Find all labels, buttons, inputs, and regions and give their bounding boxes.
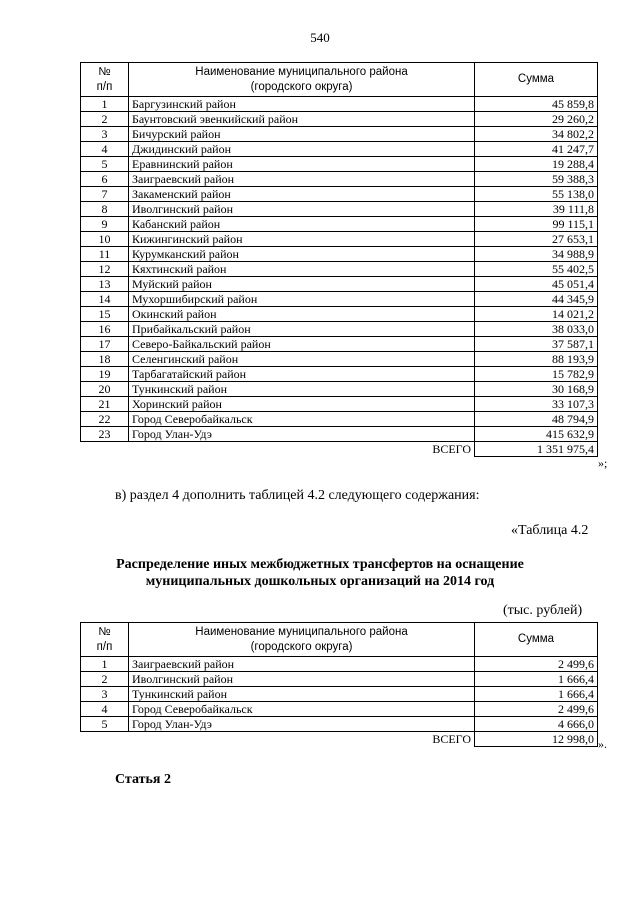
district-name: Закаменский район <box>129 187 475 202</box>
table-row <box>81 187 598 202</box>
table-row <box>81 262 598 277</box>
table-row <box>81 157 598 172</box>
district-name: Иволгинский район <box>129 672 475 687</box>
total-row <box>81 732 598 747</box>
row-sum: 19 288,4 <box>475 157 598 172</box>
row-number: 16 <box>81 322 129 337</box>
section-heading-line1: Распределение иных межбюджетных трансфертов на оснащение <box>116 557 524 572</box>
district-name: Кижингинский район <box>129 232 475 247</box>
row-number: 3 <box>81 687 129 702</box>
table-row <box>81 217 598 232</box>
amendment-paragraph: в) раздел 4 дополнить таблицей 4.2 следующего содержания: <box>115 488 480 503</box>
row-number: 18 <box>81 352 129 367</box>
row-sum: 88 193,9 <box>475 352 598 367</box>
page-number: 540 <box>310 30 330 45</box>
total-row <box>81 442 598 457</box>
district-name: Селенгинский район <box>129 352 475 367</box>
district-name: Тункинский район <box>129 382 475 397</box>
table-row <box>81 717 598 732</box>
table-row <box>81 97 598 112</box>
row-sum: 1 666,4 <box>475 687 598 702</box>
row-number: 14 <box>81 292 129 307</box>
row-number: 5 <box>81 157 129 172</box>
row-number: 2 <box>81 112 129 127</box>
row-number: 13 <box>81 277 129 292</box>
table-row <box>81 657 598 672</box>
district-name: Еравнинский район <box>129 157 475 172</box>
table-row <box>81 202 598 217</box>
total-label: ВСЕГО <box>129 442 475 457</box>
row-sum: 55 402,5 <box>475 262 598 277</box>
row-number: 9 <box>81 217 129 232</box>
transfers-table-preschool <box>80 622 598 747</box>
district-name: Заиграевский район <box>129 657 475 672</box>
col-header-sum: Сумма <box>475 63 598 97</box>
table-row <box>81 172 598 187</box>
row-number: 23 <box>81 427 129 442</box>
table-row <box>81 112 598 127</box>
district-name: Северо-Байкальский район <box>129 337 475 352</box>
row-number: 10 <box>81 232 129 247</box>
row-sum: 14 021,2 <box>475 307 598 322</box>
row-sum: 33 107,3 <box>475 397 598 412</box>
row-sum: 45 051,4 <box>475 277 598 292</box>
district-name: Город Улан-Удэ <box>129 717 475 732</box>
district-name: Бичурский район <box>129 127 475 142</box>
row-number: 7 <box>81 187 129 202</box>
row-number: 21 <box>81 397 129 412</box>
table-row <box>81 352 598 367</box>
row-number: 22 <box>81 412 129 427</box>
table-row <box>81 367 598 382</box>
row-number: 1 <box>81 97 129 112</box>
table-row <box>81 127 598 142</box>
row-sum: 2 499,6 <box>475 657 598 672</box>
row-sum: 59 388,3 <box>475 172 598 187</box>
row-number: 19 <box>81 367 129 382</box>
section-heading-line2: муниципальных дошкольных организаций на 2014 год <box>145 574 495 589</box>
district-name: Курумканский район <box>129 247 475 262</box>
district-name: Город Северобайкальск <box>129 412 475 427</box>
row-sum: 44 345,9 <box>475 292 598 307</box>
row-number: 3 <box>81 127 129 142</box>
row-sum: 45 859,8 <box>475 97 598 112</box>
row-sum: 34 988,9 <box>475 247 598 262</box>
row-number: 4 <box>81 142 129 157</box>
district-name: Муйский район <box>129 277 475 292</box>
row-sum: 4 666,0 <box>475 717 598 732</box>
total-value: 12 998,0 <box>475 732 598 747</box>
district-name: Тарбагатайский район <box>129 367 475 382</box>
blank-cell <box>81 442 129 457</box>
row-sum: 37 587,1 <box>475 337 598 352</box>
table-row <box>81 337 598 352</box>
district-name: Иволгинский район <box>129 202 475 217</box>
table-label: «Таблица 4.2 <box>511 523 589 538</box>
row-number: 5 <box>81 717 129 732</box>
district-name: Баргузинский район <box>129 97 475 112</box>
col-header-name: Наименование муниципального района (городского округа) <box>129 63 475 97</box>
table-row <box>81 142 598 157</box>
table-row <box>81 702 598 717</box>
row-sum: 39 111,8 <box>475 202 598 217</box>
row-number: 12 <box>81 262 129 277</box>
district-name: Окинский район <box>129 307 475 322</box>
table-row <box>81 687 598 702</box>
col-header-number: № п/п <box>81 63 129 97</box>
row-sum: 41 247,7 <box>475 142 598 157</box>
table-row <box>81 672 598 687</box>
table-row <box>81 232 598 247</box>
row-sum: 48 794,9 <box>475 412 598 427</box>
district-name: Джидинский район <box>129 142 475 157</box>
col-header-name: Наименование муниципального района (городского округа) <box>129 623 475 657</box>
district-name: Мухоршибирский район <box>129 292 475 307</box>
table-row <box>81 412 598 427</box>
row-number: 6 <box>81 172 129 187</box>
row-sum: 29 260,2 <box>475 112 598 127</box>
table-row <box>81 382 598 397</box>
row-number: 1 <box>81 657 129 672</box>
row-sum: 34 802,2 <box>475 127 598 142</box>
row-sum: 55 138,0 <box>475 187 598 202</box>
transfers-table-main <box>80 62 598 457</box>
row-number: 4 <box>81 702 129 717</box>
table-row <box>81 277 598 292</box>
article-heading: Статья 2 <box>115 772 171 787</box>
row-number: 17 <box>81 337 129 352</box>
units-label: (тыс. рублей) <box>503 603 583 618</box>
district-name: Прибайкальский район <box>129 322 475 337</box>
district-name: Тункинский район <box>129 687 475 702</box>
row-sum: 38 033,0 <box>475 322 598 337</box>
table-row <box>81 427 598 442</box>
table1-closing-quote: »; <box>598 456 608 470</box>
district-name: Хоринский район <box>129 397 475 412</box>
row-sum: 2 499,6 <box>475 702 598 717</box>
row-number: 2 <box>81 672 129 687</box>
total-label: ВСЕГО <box>129 732 475 747</box>
district-name: Город Северобайкальск <box>129 702 475 717</box>
table2-closing-quote: ». <box>598 737 607 751</box>
blank-cell <box>81 732 129 747</box>
district-name: Баунтовский эвенкийский район <box>129 112 475 127</box>
col-header-sum: Сумма <box>475 623 598 657</box>
district-name: Кабанский район <box>129 217 475 232</box>
row-number: 8 <box>81 202 129 217</box>
district-name: Кяхтинский район <box>129 262 475 277</box>
table-row <box>81 307 598 322</box>
total-value: 1 351 975,4 <box>475 442 598 457</box>
row-number: 15 <box>81 307 129 322</box>
row-sum: 27 653,1 <box>475 232 598 247</box>
district-name: Город Улан-Удэ <box>129 427 475 442</box>
table-row <box>81 292 598 307</box>
row-sum: 15 782,9 <box>475 367 598 382</box>
row-sum: 99 115,1 <box>475 217 598 232</box>
table-row <box>81 397 598 412</box>
row-sum: 1 666,4 <box>475 672 598 687</box>
row-number: 20 <box>81 382 129 397</box>
row-sum: 30 168,9 <box>475 382 598 397</box>
col-header-number: № п/п <box>81 623 129 657</box>
table-row <box>81 247 598 262</box>
row-sum: 415 632,9 <box>475 427 598 442</box>
table-row <box>81 322 598 337</box>
district-name: Заиграевский район <box>129 172 475 187</box>
row-number: 11 <box>81 247 129 262</box>
